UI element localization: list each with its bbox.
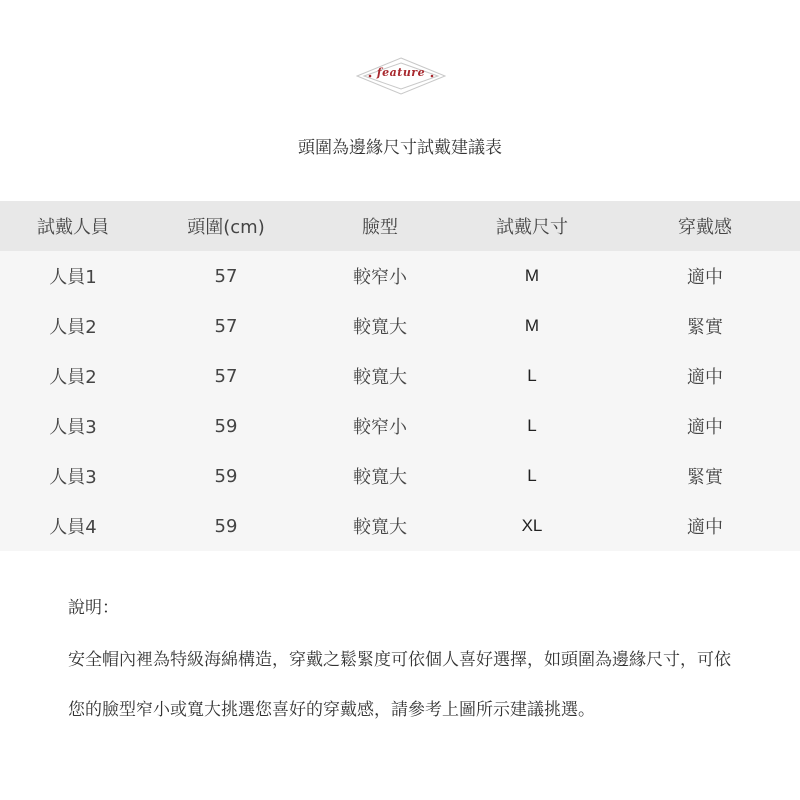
cell-trial-size: L [454, 351, 610, 401]
cell-fit-feel: 適中 [610, 251, 800, 301]
cell-head-circumference: 59 [146, 401, 306, 451]
cell-head-circumference: 57 [146, 351, 306, 401]
cell-fit-feel: 適中 [610, 501, 800, 551]
cell-trial-size: L [454, 401, 610, 451]
cell-face-shape: 較窄小 [306, 401, 454, 451]
cell-face-shape: 較寬大 [306, 301, 454, 351]
header-head-circumference: 頭圍(cm) [146, 201, 306, 251]
cell-head-circumference: 59 [146, 451, 306, 501]
size-table [0, 201, 800, 551]
page-title: 頭圍為邊緣尺寸試戴建議表 [298, 138, 502, 158]
header-fit-feel: 穿戴感 [610, 201, 800, 251]
notes-section [68, 583, 738, 735]
cell-trial-size: M [454, 301, 610, 351]
feature-badge-text: feature [376, 66, 426, 79]
cell-head-circumference: 57 [146, 301, 306, 351]
notes-heading: 說明： [68, 598, 119, 618]
cell-tester: 人員2 [0, 301, 146, 351]
cell-tester: 人員4 [0, 501, 146, 551]
cell-face-shape: 較窄小 [306, 251, 454, 301]
cell-face-shape: 較寬大 [306, 451, 454, 501]
table-row [0, 451, 800, 501]
cell-trial-size: XL [454, 501, 610, 551]
notes-body: 安全帽內裡為特級海綿構造，穿戴之鬆緊度可依個人喜好選擇，如頭圍為邊緣尺寸，可依您的臉型窄小或寬大挑選您喜好的穿戴感，請參考上圖所示建議挑選。 [68, 650, 731, 720]
cell-face-shape: 較寬大 [306, 501, 454, 551]
cell-fit-feel: 適中 [610, 401, 800, 451]
cell-head-circumference: 59 [146, 501, 306, 551]
table-row [0, 501, 800, 551]
feature-badge [356, 57, 446, 95]
table-row [0, 251, 800, 301]
table-row [0, 401, 800, 451]
table-row [0, 351, 800, 401]
cell-tester: 人員3 [0, 451, 146, 501]
header-trial-size: 試戴尺寸 [454, 201, 610, 251]
cell-tester: 人員1 [0, 251, 146, 301]
cell-head-circumference: 57 [146, 251, 306, 301]
cell-trial-size: M [454, 251, 610, 301]
cell-fit-feel: 緊實 [610, 301, 800, 351]
cell-fit-feel: 緊實 [610, 451, 800, 501]
cell-trial-size: L [454, 451, 610, 501]
cell-fit-feel: 適中 [610, 351, 800, 401]
table-header-row [0, 201, 800, 251]
header-tester: 試戴人員 [0, 201, 146, 251]
cell-tester: 人員2 [0, 351, 146, 401]
cell-face-shape: 較寬大 [306, 351, 454, 401]
cell-tester: 人員3 [0, 401, 146, 451]
table-row [0, 301, 800, 351]
header-face-shape: 臉型 [306, 201, 454, 251]
